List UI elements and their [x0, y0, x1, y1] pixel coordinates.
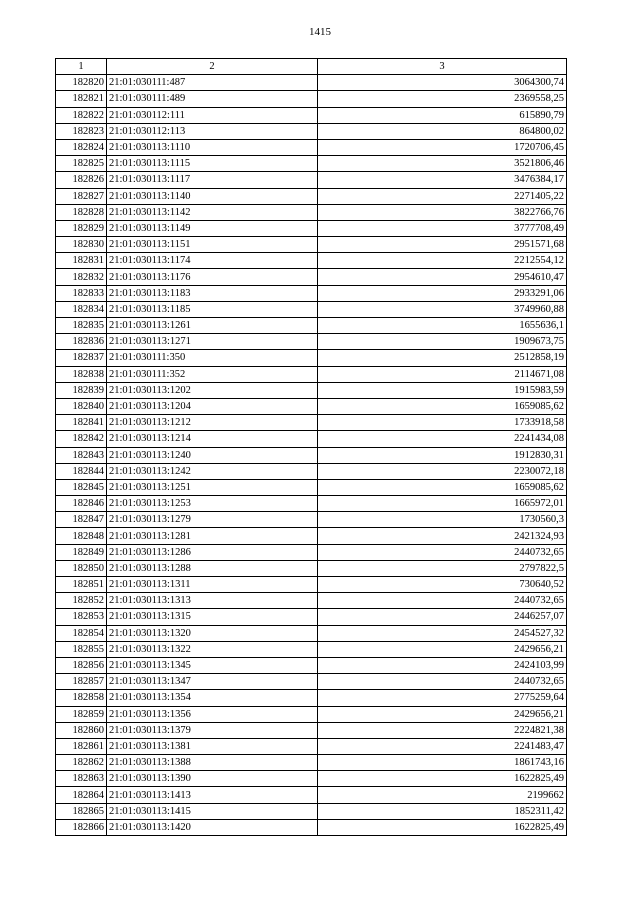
table-row [56, 91, 567, 107]
row-number-cell: 182824 [56, 139, 107, 155]
cadastral-value-cell: 1861743,16 [318, 755, 567, 771]
row-number-cell: 182843 [56, 447, 107, 463]
cadastral-number-cell: 21:01:030113:1413 [107, 787, 318, 803]
cadastral-value-cell: 1730560,3 [318, 512, 567, 528]
table-row [56, 609, 567, 625]
row-number-cell: 182835 [56, 318, 107, 334]
cadastral-number-cell: 21:01:030113:1415 [107, 803, 318, 819]
cadastral-number-cell: 21:01:030113:1356 [107, 706, 318, 722]
table-row [56, 528, 567, 544]
cadastral-number-cell: 21:01:030113:1185 [107, 301, 318, 317]
cadastral-value-cell: 2230072,18 [318, 463, 567, 479]
row-number-cell: 182864 [56, 787, 107, 803]
cadastral-number-cell: 21:01:030113:1388 [107, 755, 318, 771]
column-header-2: 2 [107, 59, 318, 75]
table-row [56, 269, 567, 285]
table-row [56, 463, 567, 479]
cadastral-value-cell: 1659085,62 [318, 479, 567, 495]
row-number-cell: 182856 [56, 657, 107, 673]
cadastral-number-cell: 21:01:030113:1142 [107, 204, 318, 220]
cadastral-value-cell: 1733918,58 [318, 415, 567, 431]
cadastral-value-cell: 2951571,68 [318, 237, 567, 253]
cadastral-value-cell: 2440732,65 [318, 593, 567, 609]
cadastral-value-cell: 1622825,49 [318, 771, 567, 787]
table-row [56, 722, 567, 738]
table-row [56, 738, 567, 754]
table-row [56, 755, 567, 771]
cadastral-number-cell: 21:01:030113:1320 [107, 625, 318, 641]
cadastral-value-cell: 3777708,49 [318, 220, 567, 236]
cadastral-value-cell: 2440732,65 [318, 674, 567, 690]
table-row [56, 285, 567, 301]
column-header-3: 3 [318, 59, 567, 75]
table-row [56, 123, 567, 139]
table-row [56, 220, 567, 236]
cadastral-value-cell: 3476384,17 [318, 172, 567, 188]
cadastral-number-cell: 21:01:030113:1345 [107, 657, 318, 673]
row-number-cell: 182831 [56, 253, 107, 269]
row-number-cell: 182865 [56, 803, 107, 819]
cadastral-number-cell: 21:01:030113:1242 [107, 463, 318, 479]
row-number-cell: 182832 [56, 269, 107, 285]
table-row [56, 107, 567, 123]
table-row [56, 657, 567, 673]
cadastral-value-cell: 2797822,5 [318, 560, 567, 576]
row-number-cell: 182857 [56, 674, 107, 690]
cadastral-number-cell: 21:01:030113:1315 [107, 609, 318, 625]
page-number: 1415 [309, 26, 331, 38]
row-number-cell: 182862 [56, 755, 107, 771]
table-row [56, 156, 567, 172]
cadastral-value-table [55, 58, 567, 836]
cadastral-value-cell: 3749960,88 [318, 301, 567, 317]
cadastral-number-cell: 21:01:030113:1279 [107, 512, 318, 528]
row-number-cell: 182838 [56, 366, 107, 382]
cadastral-value-cell: 2440732,65 [318, 544, 567, 560]
cadastral-number-cell: 21:01:030113:1379 [107, 722, 318, 738]
cadastral-number-cell: 21:01:030113:1149 [107, 220, 318, 236]
cadastral-number-cell: 21:01:030112:113 [107, 123, 318, 139]
cadastral-value-cell: 1720706,45 [318, 139, 567, 155]
cadastral-number-cell: 21:01:030111:489 [107, 91, 318, 107]
cadastral-value-cell: 864800,02 [318, 123, 567, 139]
row-number-cell: 182854 [56, 625, 107, 641]
table-row [56, 577, 567, 593]
cadastral-value-cell: 2199662 [318, 787, 567, 803]
cadastral-value-cell: 1912830,31 [318, 447, 567, 463]
table-row [56, 771, 567, 787]
table-row [56, 819, 567, 835]
cadastral-value-cell: 1665972,01 [318, 496, 567, 512]
row-number-cell: 182851 [56, 577, 107, 593]
cadastral-number-cell: 21:01:030111:350 [107, 350, 318, 366]
cadastral-value-cell: 2224821,38 [318, 722, 567, 738]
cadastral-number-cell: 21:01:030113:1381 [107, 738, 318, 754]
row-number-cell: 182837 [56, 350, 107, 366]
cadastral-number-cell: 21:01:030113:1311 [107, 577, 318, 593]
row-number-cell: 182844 [56, 463, 107, 479]
row-number-cell: 182821 [56, 91, 107, 107]
table-row [56, 237, 567, 253]
row-number-cell: 182841 [56, 415, 107, 431]
cadastral-number-cell: 21:01:030113:1151 [107, 237, 318, 253]
cadastral-number-cell: 21:01:030113:1110 [107, 139, 318, 155]
table-row [56, 674, 567, 690]
cadastral-number-cell: 21:01:030113:1204 [107, 398, 318, 414]
cadastral-value-cell: 1655636,1 [318, 318, 567, 334]
cadastral-number-cell: 21:01:030113:1313 [107, 593, 318, 609]
row-number-cell: 182828 [56, 204, 107, 220]
table-row [56, 318, 567, 334]
cadastral-number-cell: 21:01:030113:1288 [107, 560, 318, 576]
cadastral-value-cell: 2775259,64 [318, 690, 567, 706]
cadastral-value-cell: 1915983,59 [318, 382, 567, 398]
row-number-cell: 182836 [56, 334, 107, 350]
row-number-cell: 182863 [56, 771, 107, 787]
table-row [56, 544, 567, 560]
cadastral-value-cell: 2512858,19 [318, 350, 567, 366]
cadastral-value-cell: 2241483,47 [318, 738, 567, 754]
table-row [56, 334, 567, 350]
cadastral-number-cell: 21:01:030113:1251 [107, 479, 318, 495]
row-number-cell: 182839 [56, 382, 107, 398]
row-number-cell: 182852 [56, 593, 107, 609]
table-row [56, 625, 567, 641]
cadastral-number-cell: 21:01:030113:1240 [107, 447, 318, 463]
table-row [56, 641, 567, 657]
cadastral-value-cell: 2424103,99 [318, 657, 567, 673]
table-row [56, 139, 567, 155]
table-row [56, 690, 567, 706]
table-row [56, 398, 567, 414]
table-row [56, 253, 567, 269]
cadastral-number-cell: 21:01:030113:1202 [107, 382, 318, 398]
row-number-cell: 182860 [56, 722, 107, 738]
table-row [56, 188, 567, 204]
cadastral-number-cell: 21:01:030113:1176 [107, 269, 318, 285]
table-row [56, 415, 567, 431]
cadastral-number-cell: 21:01:030111:352 [107, 366, 318, 382]
row-number-cell: 182853 [56, 609, 107, 625]
table-row [56, 204, 567, 220]
cadastral-value-cell: 3064300,74 [318, 75, 567, 91]
cadastral-number-cell: 21:01:030113:1347 [107, 674, 318, 690]
cadastral-value-cell: 2446257,07 [318, 609, 567, 625]
table-row [56, 479, 567, 495]
cadastral-number-cell: 21:01:030113:1183 [107, 285, 318, 301]
row-number-cell: 182827 [56, 188, 107, 204]
cadastral-value-cell: 1909673,75 [318, 334, 567, 350]
table-header-row [56, 59, 567, 75]
cadastral-value-cell: 2954610,47 [318, 269, 567, 285]
cadastral-value-cell: 2212554,12 [318, 253, 567, 269]
cadastral-value-cell: 2933291,06 [318, 285, 567, 301]
cadastral-value-cell: 3521806,46 [318, 156, 567, 172]
cadastral-number-cell: 21:01:030113:1117 [107, 172, 318, 188]
table-row [56, 366, 567, 382]
table-row [56, 172, 567, 188]
table-row [56, 447, 567, 463]
cadastral-number-cell: 21:01:030113:1354 [107, 690, 318, 706]
table-row [56, 301, 567, 317]
cadastral-number-cell: 21:01:030113:1271 [107, 334, 318, 350]
row-number-cell: 182829 [56, 220, 107, 236]
cadastral-value-cell: 3822766,76 [318, 204, 567, 220]
column-header-1: 1 [56, 59, 107, 75]
row-number-cell: 182842 [56, 431, 107, 447]
cadastral-value-cell: 2429656,21 [318, 641, 567, 657]
row-number-cell: 182848 [56, 528, 107, 544]
cadastral-value-cell: 730640,52 [318, 577, 567, 593]
table-row [56, 560, 567, 576]
row-number-cell: 182847 [56, 512, 107, 528]
cadastral-number-cell: 21:01:030113:1253 [107, 496, 318, 512]
table-row [56, 382, 567, 398]
table-row [56, 512, 567, 528]
cadastral-number-cell: 21:01:030113:1174 [107, 253, 318, 269]
row-number-cell: 182858 [56, 690, 107, 706]
cadastral-value-cell: 2369558,25 [318, 91, 567, 107]
row-number-cell: 182850 [56, 560, 107, 576]
row-number-cell: 182866 [56, 819, 107, 835]
cadastral-value-cell: 2421324,93 [318, 528, 567, 544]
cadastral-number-cell: 21:01:030113:1261 [107, 318, 318, 334]
cadastral-value-cell: 2454527,32 [318, 625, 567, 641]
cadastral-number-cell: 21:01:030113:1115 [107, 156, 318, 172]
cadastral-number-cell: 21:01:030112:111 [107, 107, 318, 123]
cadastral-value-cell: 1852311,42 [318, 803, 567, 819]
cadastral-number-cell: 21:01:030113:1322 [107, 641, 318, 657]
table-row [56, 350, 567, 366]
table-row [56, 706, 567, 722]
row-number-cell: 182859 [56, 706, 107, 722]
cadastral-value-cell: 2271405,22 [318, 188, 567, 204]
row-number-cell: 182825 [56, 156, 107, 172]
row-number-cell: 182820 [56, 75, 107, 91]
row-number-cell: 182855 [56, 641, 107, 657]
cadastral-value-cell: 2114671,08 [318, 366, 567, 382]
row-number-cell: 182823 [56, 123, 107, 139]
cadastral-number-cell: 21:01:030113:1212 [107, 415, 318, 431]
cadastral-value-cell: 1622825,49 [318, 819, 567, 835]
cadastral-number-cell: 21:01:030113:1390 [107, 771, 318, 787]
cadastral-number-cell: 21:01:030113:1420 [107, 819, 318, 835]
row-number-cell: 182861 [56, 738, 107, 754]
table-row [56, 787, 567, 803]
table-body [56, 75, 567, 836]
cadastral-number-cell: 21:01:030113:1140 [107, 188, 318, 204]
cadastral-value-cell: 1659085,62 [318, 398, 567, 414]
cadastral-number-cell: 21:01:030113:1214 [107, 431, 318, 447]
cadastral-value-cell: 2241434,08 [318, 431, 567, 447]
row-number-cell: 182833 [56, 285, 107, 301]
table-row [56, 593, 567, 609]
table-row [56, 496, 567, 512]
table-row [56, 75, 567, 91]
row-number-cell: 182845 [56, 479, 107, 495]
cadastral-number-cell: 21:01:030113:1286 [107, 544, 318, 560]
row-number-cell: 182846 [56, 496, 107, 512]
row-number-cell: 182834 [56, 301, 107, 317]
row-number-cell: 182830 [56, 237, 107, 253]
table-row [56, 803, 567, 819]
row-number-cell: 182822 [56, 107, 107, 123]
row-number-cell: 182826 [56, 172, 107, 188]
cadastral-value-cell: 2429656,21 [318, 706, 567, 722]
row-number-cell: 182849 [56, 544, 107, 560]
table-row [56, 431, 567, 447]
cadastral-number-cell: 21:01:030113:1281 [107, 528, 318, 544]
row-number-cell: 182840 [56, 398, 107, 414]
cadastral-value-cell: 615890,79 [318, 107, 567, 123]
cadastral-number-cell: 21:01:030111:487 [107, 75, 318, 91]
